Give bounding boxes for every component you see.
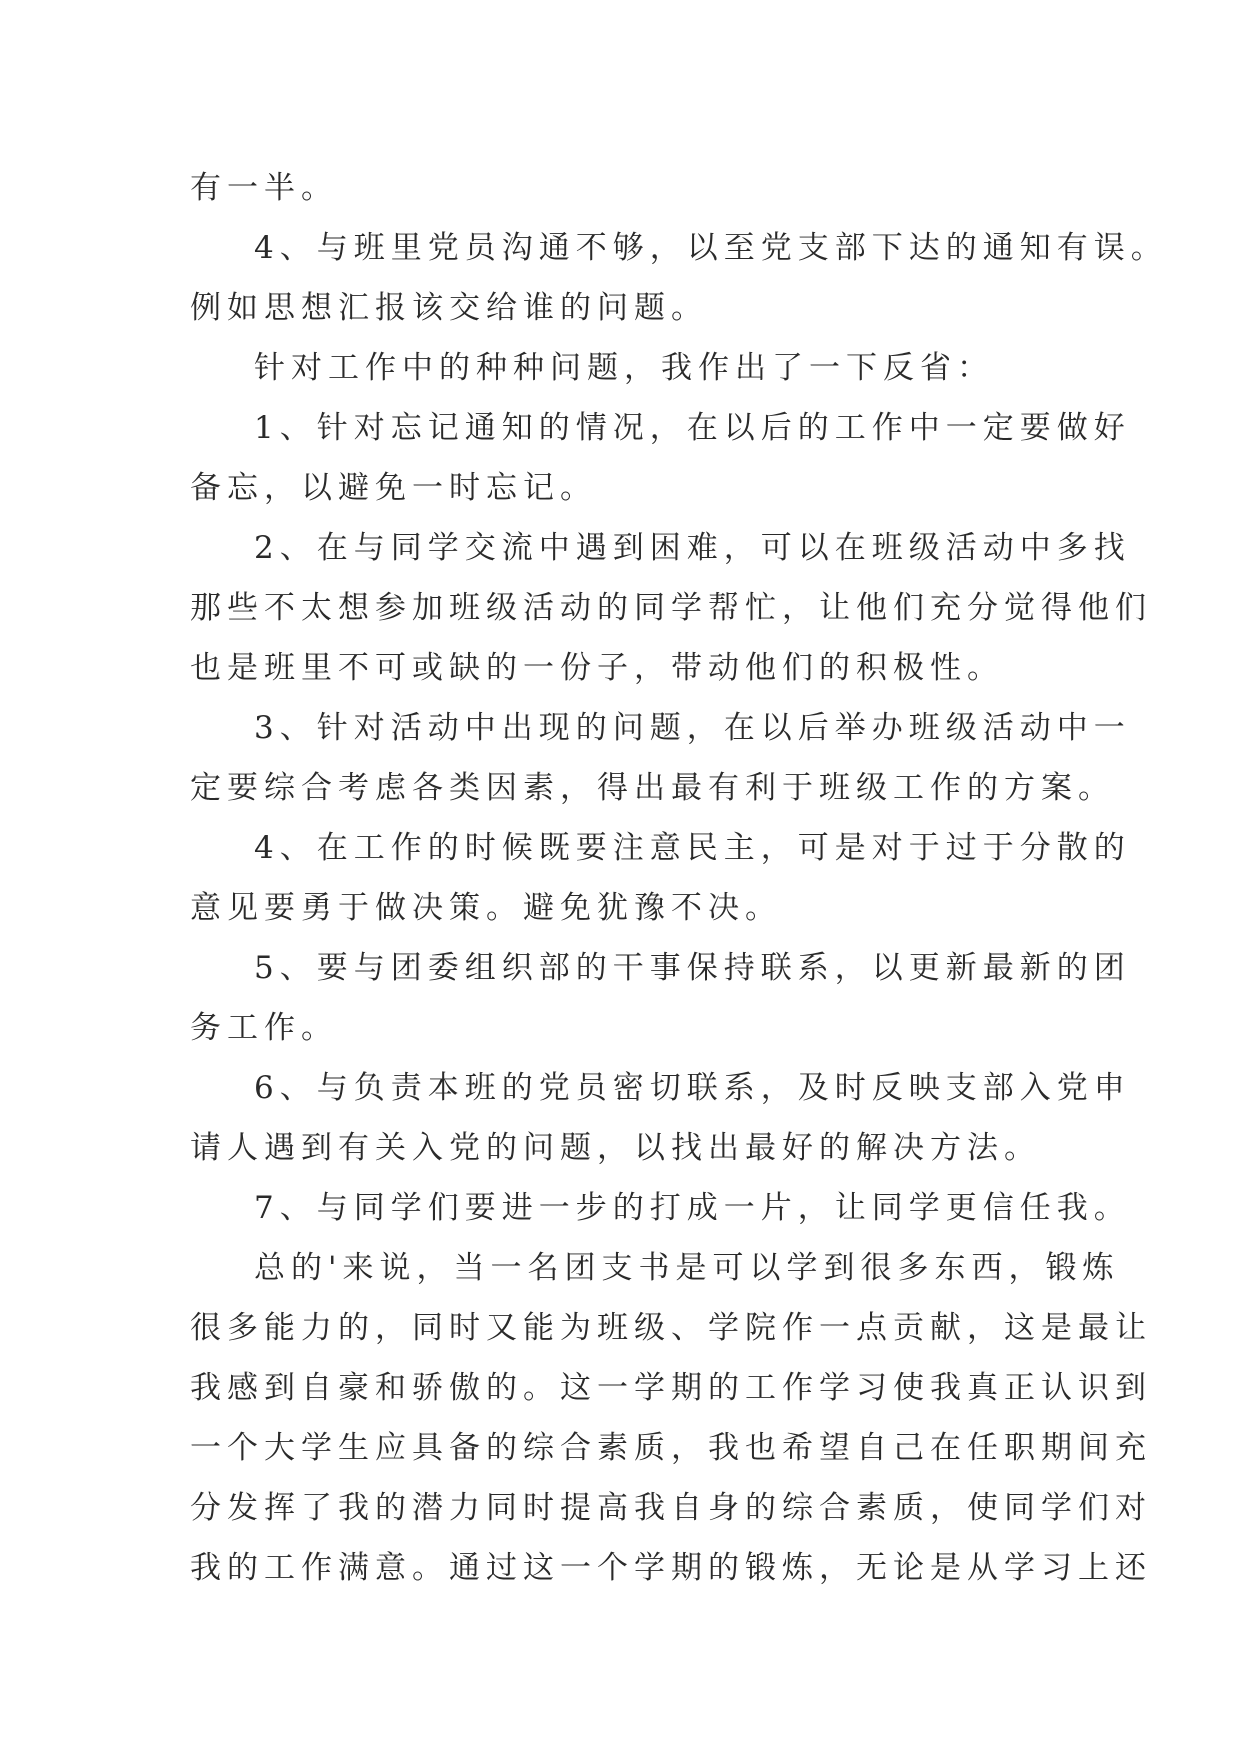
text-line: 一个大学生应具备的综合素质，我也希望自己在任职期间充 [190,1430,1152,1466]
text-line: 我的工作满意。通过这一个学期的锻炼，无论是从学习上还 [190,1550,1152,1586]
text-line: 很多能力的，同时又能为班级、学院作一点贡献，这是最让 [190,1310,1152,1346]
document-body [190,158,1168,1598]
text-line: 4、与班里党员沟通不够，以至党支部下达的通知有误。 [254,230,1168,266]
text-line: 我感到自豪和骄傲的。这一学期的工作学习使我真正认识到 [190,1370,1152,1406]
text-line: 5、要与团委组织部的干事保持联系，以更新最新的团 [254,950,1131,986]
text-line: 有一半。 [190,170,338,206]
text-line: 请人遇到有关入党的问题，以找出最好的解决方法。 [190,1130,1041,1166]
text-line: 总的'来说，当一名团支书是可以学到很多东西，锻炼 [254,1250,1120,1286]
text-line: 6、与负责本班的党员密切联系，及时反映支部入党申 [254,1070,1131,1106]
text-line: 7、与同学们要进一步的打成一片，让同学更信任我。 [254,1190,1131,1226]
text-line: 3、针对活动中出现的问题，在以后举办班级活动中一 [254,710,1131,746]
text-line: 务工作。 [190,1010,338,1046]
text-line: 分发挥了我的潜力同时提高我自身的综合素质，使同学们对 [190,1490,1152,1526]
text-line: 例如思想汇报该交给谁的问题。 [190,290,708,326]
text-line: 那些不太想参加班级活动的同学帮忙，让他们充分觉得他们 [190,590,1152,626]
text-line: 4、在工作的时候既要注意民主，可是对于过于分散的 [254,830,1131,866]
text-line: 意见要勇于做决策。避免犹豫不决。 [190,890,782,926]
text-line: 也是班里不可或缺的一份子，带动他们的积极性。 [190,650,1004,686]
text-line: 针对工作中的种种问题，我作出了一下反省： [254,350,994,386]
text-line: 1、针对忘记通知的情况，在以后的工作中一定要做好 [254,410,1131,446]
text-line: 2、在与同学交流中遇到困难，可以在班级活动中多找 [254,530,1131,566]
text-line: 备忘，以避免一时忘记。 [190,470,597,506]
text-line: 定要综合考虑各类因素，得出最有利于班级工作的方案。 [190,770,1115,806]
